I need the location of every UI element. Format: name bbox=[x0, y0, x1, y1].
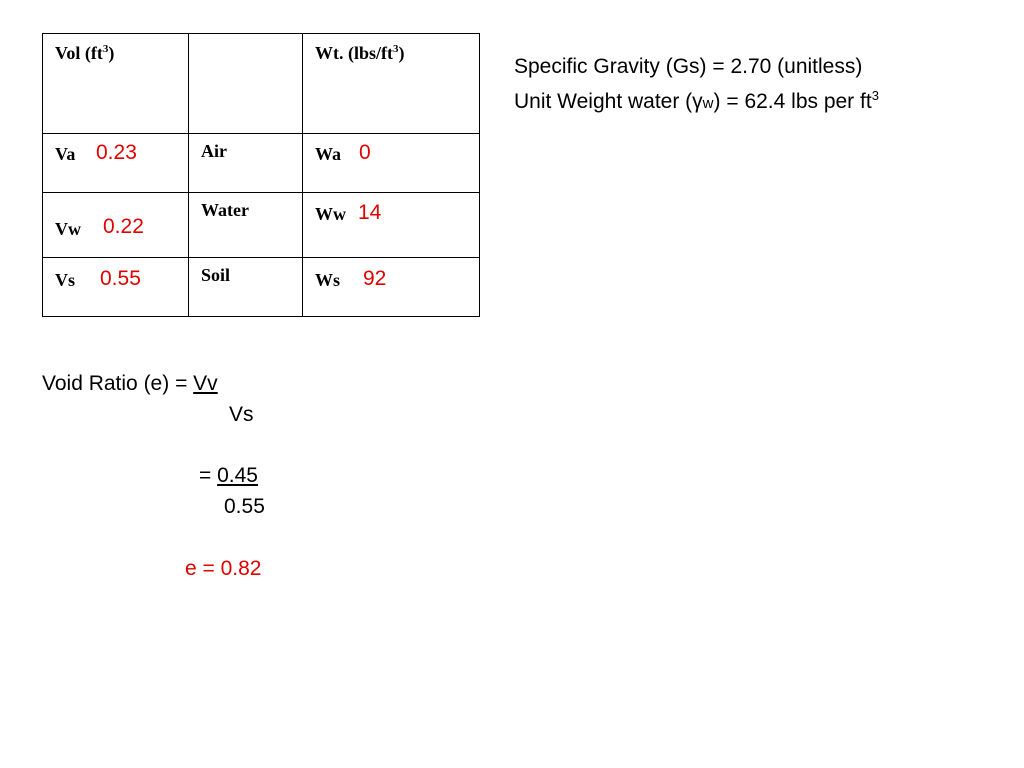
volume-label: Vs bbox=[55, 270, 76, 290]
cell-weight-water bbox=[303, 193, 480, 258]
volume-label: Va bbox=[55, 144, 76, 164]
void-ratio-numerator-value: 0.45 bbox=[217, 464, 258, 487]
void-ratio-label: Void Ratio (e) = bbox=[42, 372, 194, 395]
unit-weight-line bbox=[514, 81, 879, 118]
cell-phase-soil bbox=[189, 258, 303, 317]
table-row-soil bbox=[43, 258, 480, 317]
header-weight bbox=[303, 34, 480, 134]
header-volume-text: Vol (ft bbox=[55, 43, 103, 63]
cell-phase-air bbox=[189, 134, 303, 193]
void-ratio-formula bbox=[42, 372, 218, 396]
table-row-water bbox=[43, 193, 480, 258]
weight-label: Ww bbox=[315, 204, 346, 224]
unit-weight-suffix: ) = 62.4 lbs per ft bbox=[713, 90, 872, 113]
cell-volume-soil bbox=[43, 258, 189, 317]
specific-gravity-line: Specific Gravity (Gs) = 2.70 (unitless) bbox=[514, 55, 863, 78]
phase-label: Soil bbox=[201, 265, 231, 285]
cell-phase-water bbox=[189, 193, 303, 258]
weight-label: Wa bbox=[315, 144, 342, 164]
header-volume-sup: 3 bbox=[102, 43, 109, 55]
phase-label: Water bbox=[201, 200, 249, 220]
volume-label: Vw bbox=[55, 219, 81, 239]
unit-weight-sup: 3 bbox=[871, 88, 879, 103]
phase-label: Air bbox=[201, 141, 227, 161]
void-ratio-denominator-value: 0.55 bbox=[224, 495, 265, 518]
table-row-air bbox=[43, 134, 480, 193]
cell-volume-air bbox=[43, 134, 189, 193]
header-weight-sup: 3 bbox=[393, 43, 399, 55]
weight-value: 14 bbox=[358, 201, 382, 224]
phase-table bbox=[42, 33, 480, 317]
unit-weight-subscript: w bbox=[702, 95, 714, 112]
cell-volume-water bbox=[43, 193, 189, 258]
unit-weight-prefix: Unit Weight water (γ bbox=[514, 90, 703, 113]
void-ratio-numerator: Vv bbox=[193, 372, 218, 395]
cell-weight-soil bbox=[303, 258, 480, 317]
header-weight-text: Wt. (lbs/ft bbox=[315, 43, 393, 63]
weight-value: 0 bbox=[359, 141, 371, 164]
volume-value: 0.22 bbox=[103, 215, 144, 238]
void-ratio-substitution bbox=[199, 464, 258, 488]
header-volume bbox=[43, 34, 189, 134]
weight-label: Ws bbox=[315, 270, 341, 290]
void-ratio-denominator: Vs bbox=[229, 403, 254, 426]
volume-value: 0.55 bbox=[100, 267, 141, 290]
header-weight-close: ) bbox=[398, 43, 405, 63]
volume-value: 0.23 bbox=[96, 141, 137, 164]
table-header-row bbox=[43, 34, 480, 134]
header-volume-close: ) bbox=[108, 43, 115, 63]
void-ratio-equals: = bbox=[199, 464, 218, 487]
cell-weight-air bbox=[303, 134, 480, 193]
void-ratio-result: e = 0.82 bbox=[185, 557, 262, 580]
constants-block bbox=[514, 52, 879, 118]
weight-value: 92 bbox=[363, 267, 387, 290]
header-phase bbox=[189, 34, 303, 134]
